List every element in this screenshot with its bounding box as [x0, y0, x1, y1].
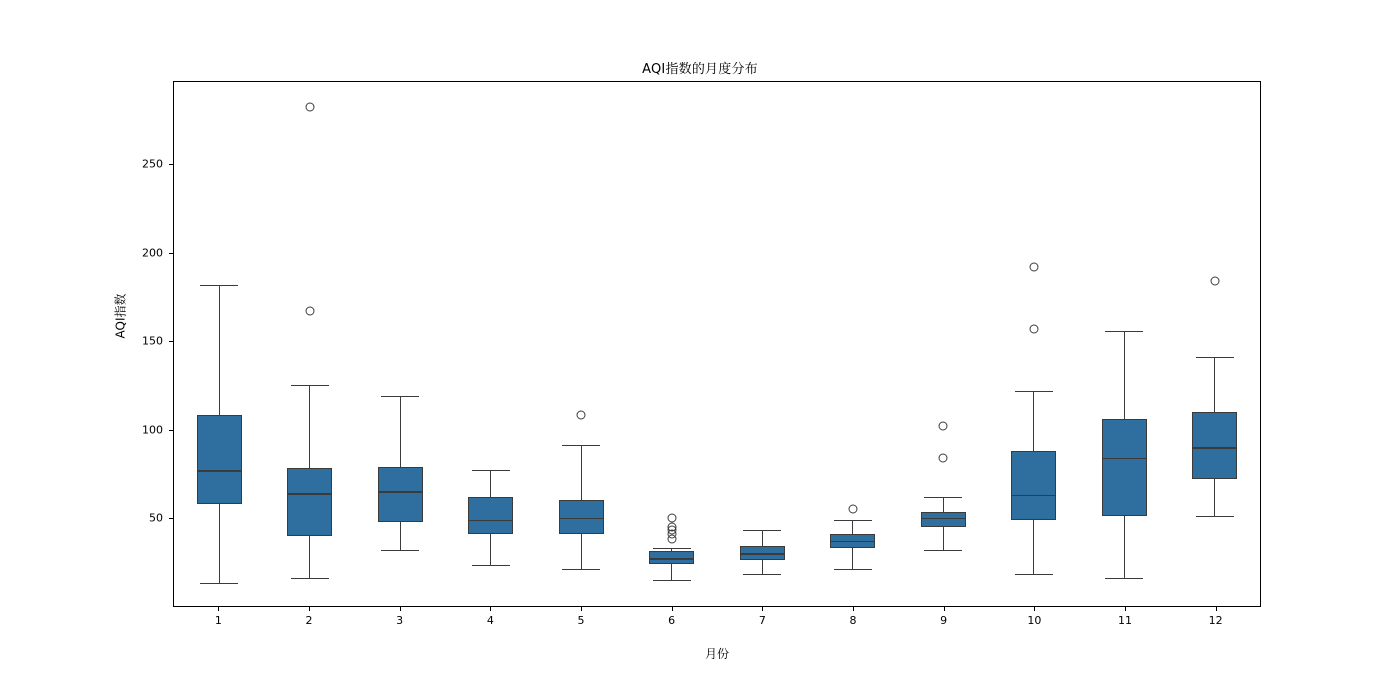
box-outlier-point	[848, 504, 857, 513]
box-cap-lower	[562, 569, 600, 570]
box-whisker-lower	[1033, 520, 1034, 575]
box-whisker-lower	[671, 564, 672, 580]
box-rect	[921, 512, 966, 526]
box-whisker-lower	[309, 535, 310, 578]
box-whisker-upper	[1214, 357, 1215, 412]
x-tick-label: 3	[396, 614, 404, 627]
x-tick-mark	[944, 607, 945, 611]
x-axis-label: 月份	[704, 647, 729, 661]
box-cap-lower	[291, 578, 329, 579]
box-whisker-upper	[400, 396, 401, 467]
x-tick-mark	[400, 607, 401, 611]
box-rect	[1102, 419, 1147, 516]
box-cap-lower	[924, 550, 962, 551]
box-outlier-point	[305, 102, 314, 111]
box-rect	[1192, 412, 1237, 479]
x-tick-mark	[218, 607, 219, 611]
box-rect	[287, 468, 332, 535]
y-tick-mark	[169, 253, 173, 254]
x-tick-mark	[672, 607, 673, 611]
x-tick-mark	[762, 607, 763, 611]
box-whisker-upper	[1124, 331, 1125, 420]
box-median-line	[740, 553, 785, 555]
y-tick-mark	[169, 518, 173, 519]
box-median-line	[378, 491, 423, 493]
box-median-line	[921, 518, 966, 520]
chart-title: AQI指数的月度分布	[642, 62, 758, 77]
x-tick-label: 8	[849, 614, 857, 627]
x-tick-label: 4	[486, 614, 494, 627]
box-whisker-lower	[1214, 479, 1215, 516]
y-tick-label: 50	[149, 511, 163, 525]
x-tick-mark	[1125, 607, 1126, 611]
box-median-line	[287, 493, 332, 495]
x-tick-mark	[309, 607, 310, 611]
box-outlier-point	[1029, 263, 1038, 272]
box-rect	[378, 467, 423, 522]
box-median-line	[1011, 495, 1056, 497]
box-whisker-lower	[219, 504, 220, 584]
box-whisker-upper	[1033, 391, 1034, 451]
x-tick-label: 6	[668, 614, 676, 627]
box-cap-upper	[834, 520, 872, 521]
x-tick-label: 10	[1027, 614, 1042, 627]
box-cap-upper	[472, 470, 510, 471]
box-cap-lower	[381, 550, 419, 551]
box-cap-upper	[1105, 331, 1143, 332]
box-whisker-lower	[762, 560, 763, 574]
box-median-line	[1102, 458, 1147, 460]
box-whisker-upper	[309, 385, 310, 468]
boxplot-series	[174, 82, 1260, 606]
box-median-line	[830, 541, 875, 543]
x-tick-label: 1	[214, 614, 222, 627]
x-tick-label: 11	[1118, 614, 1132, 627]
box-rect	[1011, 451, 1056, 520]
box-cap-upper	[924, 497, 962, 498]
box-whisker-upper	[219, 285, 220, 416]
box-cap-upper	[1015, 391, 1053, 392]
box-median-line	[197, 470, 242, 472]
y-tick-mark	[169, 341, 173, 342]
box-whisker-upper	[762, 530, 763, 546]
box-rect	[197, 415, 242, 504]
box-whisker-lower	[490, 534, 491, 566]
box-whisker-lower	[943, 527, 944, 550]
box-cap-upper	[1196, 357, 1234, 358]
box-cap-upper	[200, 285, 238, 286]
box-whisker-lower	[1124, 516, 1125, 578]
box-outlier-point	[667, 522, 676, 531]
y-axis-label: AQI指数	[113, 293, 128, 339]
box-whisker-upper	[943, 497, 944, 513]
box-whisker-lower	[852, 548, 853, 569]
box-cap-lower	[653, 580, 691, 581]
x-tick-label: 5	[577, 614, 585, 627]
x-tick-label: 7	[758, 614, 766, 627]
y-tick-label: 250	[142, 157, 163, 171]
y-tick-label: 100	[142, 423, 163, 437]
box-median-line	[1192, 447, 1237, 449]
box-cap-lower	[1105, 578, 1143, 579]
x-tick-mark	[1216, 607, 1217, 611]
box-cap-lower	[200, 583, 238, 584]
box-outlier-point	[1029, 325, 1038, 334]
box-whisker-upper	[490, 470, 491, 497]
box-cap-upper	[653, 548, 691, 549]
box-outlier-point	[1210, 277, 1219, 286]
box-whisker-lower	[581, 534, 582, 569]
box-cap-upper	[381, 396, 419, 397]
box-median-line	[649, 558, 694, 560]
y-tick-label: 200	[142, 246, 163, 260]
box-cap-lower	[834, 569, 872, 570]
y-tick-mark	[169, 164, 173, 165]
x-tick-mark	[1034, 607, 1035, 611]
box-outlier-point	[577, 411, 586, 420]
box-outlier-point	[939, 422, 948, 431]
box-whisker-lower	[400, 521, 401, 549]
box-median-line	[468, 520, 513, 522]
x-tick-mark	[490, 607, 491, 611]
x-tick-label: 9	[940, 614, 948, 627]
box-cap-upper	[291, 385, 329, 386]
x-tick-label: 2	[305, 614, 313, 627]
x-tick-label: 12	[1208, 614, 1223, 627]
plot-area	[173, 81, 1261, 607]
box-median-line	[559, 518, 604, 520]
box-cap-upper	[743, 530, 781, 531]
box-cap-lower	[1196, 516, 1234, 517]
box-outlier-point	[305, 307, 314, 316]
box-cap-upper	[562, 445, 600, 446]
x-tick-mark	[853, 607, 854, 611]
box-whisker-upper	[852, 520, 853, 534]
box-whisker-upper	[581, 445, 582, 500]
box-rect	[468, 497, 513, 534]
box-outlier-point	[667, 513, 676, 522]
box-cap-lower	[743, 574, 781, 575]
box-outlier-point	[939, 453, 948, 462]
y-tick-mark	[169, 430, 173, 431]
y-tick-label: 150	[142, 334, 163, 348]
box-cap-lower	[472, 565, 510, 566]
box-cap-lower	[1015, 574, 1053, 575]
x-tick-mark	[581, 607, 582, 611]
